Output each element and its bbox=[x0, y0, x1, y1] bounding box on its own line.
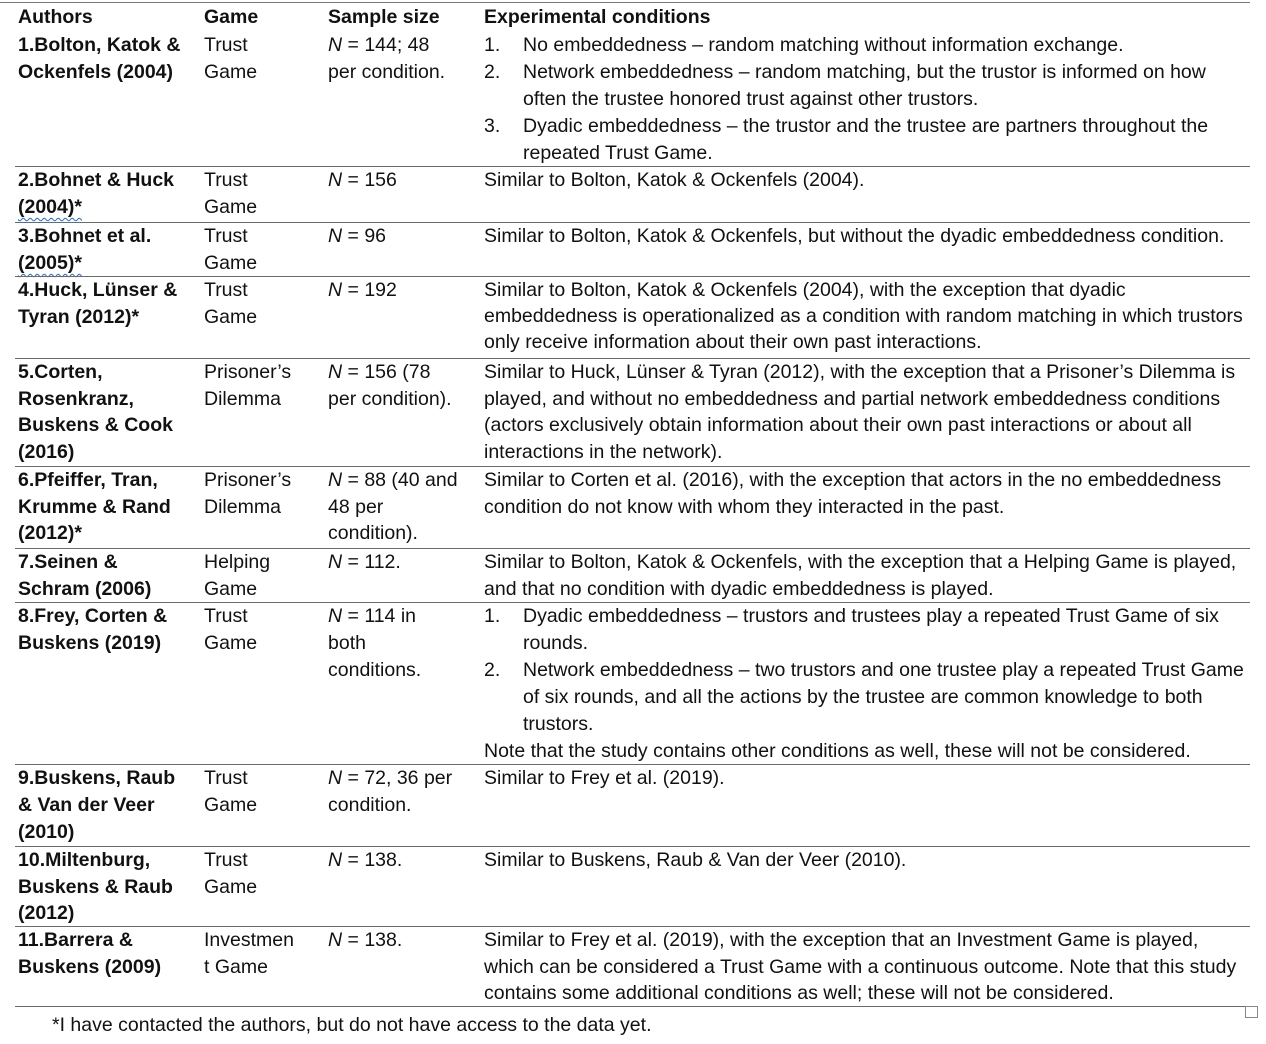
game-line: Prisoner’s bbox=[204, 361, 292, 383]
n-label: N bbox=[328, 361, 343, 383]
authors-line: (2004)* bbox=[18, 196, 82, 218]
game-cell bbox=[204, 32, 324, 86]
authors-line: Tyran (2012)* bbox=[18, 306, 140, 328]
authors-cell bbox=[18, 359, 200, 465]
game-cell bbox=[204, 549, 324, 603]
n-label: N bbox=[328, 849, 343, 871]
sample-value: = 192 bbox=[342, 279, 397, 301]
table-row bbox=[15, 466, 1250, 549]
conditions-list bbox=[484, 603, 1248, 738]
conditions-list-item: 2. Network embeddedness – two trustors and one trustee play a repeated Trust Game of six rounds, and all the actions by the trustee are common knowledge to both trustors. bbox=[484, 659, 1244, 735]
n-label: N bbox=[328, 169, 343, 191]
sample-size-cell bbox=[328, 223, 480, 250]
table-row bbox=[15, 764, 1250, 847]
game-cell bbox=[204, 603, 324, 657]
sample-size-cell bbox=[328, 603, 480, 684]
game-cell bbox=[204, 277, 324, 331]
authors-line: 2.Bohnet & Huck bbox=[18, 169, 175, 191]
sample-value: = 138. bbox=[342, 929, 403, 951]
authors-cell bbox=[18, 223, 200, 277]
table-resize-handle[interactable] bbox=[1245, 1006, 1258, 1018]
table-row bbox=[15, 602, 1250, 765]
game-line: Dilemma bbox=[204, 496, 281, 518]
authors-line: Buskens & Raub bbox=[18, 875, 173, 898]
authors-line: 3.Bohnet et al. bbox=[18, 225, 152, 247]
sample-value: = 112. bbox=[342, 551, 401, 573]
conditions-cell: Similar to Huck, Lünser & Tyran (2012), with the exception that a Prisoner’s Dilemma is played, and without no embeddedness and partial network embeddedness conditions (actors exclusively obtain information about their own past interactions or about all interactions in the network). bbox=[484, 361, 1236, 463]
sample-value: = 88 (40 and bbox=[342, 469, 458, 491]
conditions-list-item: 1. Dyadic embeddedness – trustors and trustees play a repeated Trust Game of six rounds. bbox=[484, 605, 1219, 654]
sample-size-cell bbox=[328, 549, 480, 576]
authors-cell bbox=[18, 32, 200, 86]
conditions-list bbox=[484, 32, 1248, 167]
game-line: Helping bbox=[204, 551, 271, 573]
table-top-rule bbox=[0, 2, 1250, 3]
game-line: Game bbox=[204, 252, 258, 274]
authors-line: Buskens (2009) bbox=[18, 956, 162, 978]
sample-value: condition. bbox=[328, 794, 412, 816]
authors-cell bbox=[18, 277, 200, 331]
authors-cell bbox=[18, 467, 200, 547]
n-label: N bbox=[328, 469, 343, 491]
sample-value: = 72, 36 per bbox=[342, 767, 453, 789]
sample-value: both bbox=[328, 632, 366, 654]
table-bottom-rule bbox=[15, 1006, 1250, 1007]
game-line: Game bbox=[204, 794, 258, 816]
authors-line: 5.Corten, bbox=[18, 361, 103, 383]
game-line: Game bbox=[204, 306, 258, 328]
game-line: Game bbox=[204, 61, 258, 83]
game-cell bbox=[204, 167, 324, 221]
table-row bbox=[15, 32, 1250, 166]
sample-value: = 96 bbox=[342, 225, 387, 247]
table-row bbox=[15, 222, 1250, 277]
sample-size-cell bbox=[328, 167, 480, 194]
sample-value: per condition). bbox=[328, 388, 452, 410]
n-label: N bbox=[328, 34, 343, 56]
game-line: Trust bbox=[204, 225, 248, 247]
game-cell bbox=[204, 467, 324, 521]
conditions-cell: Similar to Corten et al. (2016), with the exception that actors in the no embeddedness condition do not know with whom they interacted in the past. bbox=[484, 469, 1222, 518]
conditions-cell: Similar to Bolton, Katok & Ockenfels, with the exception that a Helping Game is played, and that no condition with dyadic embeddedness is played. bbox=[484, 551, 1237, 600]
sample-value: = 144; 48 bbox=[342, 34, 430, 56]
authors-line: Schram (2006) bbox=[18, 578, 152, 600]
conditions-list-item: 2. Network embeddedness – random matching, but the trustor is informed on how often the trustee honored trust against other trustors. bbox=[484, 61, 1206, 110]
authors-line: (2012) bbox=[18, 902, 75, 924]
authors-line: 6.Pfeiffer, Tran, bbox=[18, 469, 158, 491]
header-experimental-conditions: Experimental conditions bbox=[484, 6, 711, 28]
game-line: Investmen bbox=[204, 929, 294, 951]
conditions-note: Note that the study contains other conditions as well, these will not be considered. bbox=[484, 740, 1191, 762]
sample-size-cell bbox=[328, 847, 480, 874]
game-line: Game bbox=[204, 196, 258, 218]
authors-line: 8.Frey, Corten & bbox=[18, 605, 168, 627]
n-label: N bbox=[328, 605, 343, 627]
conditions-list-item: 3. Dyadic embeddedness – the trustor and the trustee are partners throughout the repeated Trust Game. bbox=[484, 115, 1209, 164]
game-line: Trust bbox=[204, 605, 248, 627]
n-label: N bbox=[328, 279, 343, 301]
game-line: Dilemma bbox=[204, 388, 281, 410]
authors-cell bbox=[18, 927, 200, 981]
n-label: N bbox=[328, 551, 343, 573]
sample-value: 48 per bbox=[328, 495, 384, 518]
sample-value: = 156 (78 bbox=[342, 361, 431, 383]
authors-cell bbox=[18, 603, 200, 657]
authors-line: (2010) bbox=[18, 821, 75, 843]
authors-line: 10.Miltenburg, bbox=[18, 849, 151, 871]
sample-size-cell bbox=[328, 277, 480, 304]
table-row bbox=[15, 276, 1250, 359]
sample-value: per condition. bbox=[328, 61, 446, 83]
game-cell bbox=[204, 927, 324, 981]
table-row bbox=[15, 846, 1250, 927]
table-row bbox=[15, 926, 1250, 1007]
game-line: Game bbox=[204, 578, 258, 600]
authors-cell bbox=[18, 167, 200, 221]
game-cell bbox=[204, 223, 324, 277]
game-line: Trust bbox=[204, 34, 248, 56]
authors-line: Krumme & Rand bbox=[18, 495, 171, 518]
sample-size-cell bbox=[328, 359, 480, 413]
game-cell bbox=[204, 359, 324, 413]
authors-line: 11.Barrera & bbox=[18, 929, 133, 951]
authors-line: 4.Huck, Lünser & bbox=[18, 279, 178, 301]
authors-line: 1.Bolton, Katok & bbox=[18, 34, 181, 56]
footnote: *I have contacted the authors, but do not have access to the data yet. bbox=[52, 1014, 652, 1036]
n-label: N bbox=[328, 225, 343, 247]
game-line: Trust bbox=[204, 279, 248, 301]
authors-cell bbox=[18, 847, 200, 927]
game-cell bbox=[204, 765, 324, 819]
authors-cell bbox=[18, 549, 200, 603]
conditions-cell: Similar to Bolton, Katok & Ockenfels, but without the dyadic embeddedness condition. bbox=[484, 225, 1225, 247]
authors-line: Rosenkranz, bbox=[18, 387, 134, 410]
sample-size-cell bbox=[328, 32, 480, 86]
conditions-cell: Similar to Bolton, Katok & Ockenfels (2004), with the exception that dyadic embeddedness is operationalized as a condition with random matching in which trustors only receive information about their own past interactions. bbox=[484, 279, 1243, 353]
sample-size-cell bbox=[328, 765, 480, 819]
conditions-cell: Similar to Buskens, Raub & Van der Veer (2010). bbox=[484, 849, 907, 871]
authors-line: & Van der Veer bbox=[18, 794, 155, 816]
authors-line: 7.Seinen & bbox=[18, 551, 118, 573]
authors-line: (2005)* bbox=[18, 252, 82, 274]
authors-line: Ockenfels (2004) bbox=[18, 61, 174, 83]
table-row bbox=[15, 548, 1250, 603]
sample-value: = 114 in bbox=[342, 605, 416, 627]
sample-value: condition). bbox=[328, 522, 418, 544]
game-line: Game bbox=[204, 632, 258, 654]
table-row bbox=[15, 166, 1250, 223]
conditions-cell bbox=[484, 603, 1248, 765]
conditions-cell bbox=[484, 32, 1248, 167]
sample-size-cell bbox=[328, 467, 480, 547]
authors-cell bbox=[18, 765, 200, 846]
game-line: Game bbox=[204, 876, 258, 898]
game-line: Trust bbox=[204, 767, 248, 789]
n-label: N bbox=[328, 767, 343, 789]
header-sample-size: Sample size bbox=[328, 6, 440, 28]
game-line: Trust bbox=[204, 169, 248, 191]
authors-line: (2012)* bbox=[18, 522, 82, 544]
game-line: t Game bbox=[204, 956, 268, 978]
authors-line: (2016) bbox=[18, 440, 75, 463]
conditions-cell: Similar to Frey et al. (2019). bbox=[484, 767, 725, 789]
sample-value: conditions. bbox=[328, 659, 422, 681]
sample-value: = 138. bbox=[342, 849, 403, 871]
authors-line: Buskens (2019) bbox=[18, 632, 162, 654]
game-cell bbox=[204, 847, 324, 901]
authors-line: Buskens & Cook bbox=[18, 414, 173, 436]
header-authors: Authors bbox=[18, 6, 93, 28]
authors-line: 9.Buskens, Raub bbox=[18, 767, 176, 789]
table-row bbox=[15, 358, 1250, 467]
header-game: Game bbox=[204, 6, 259, 28]
game-line: Trust bbox=[204, 849, 248, 871]
sample-value: = 156 bbox=[342, 169, 397, 191]
table-header-row bbox=[15, 4, 1250, 30]
game-line: Prisoner’s bbox=[204, 469, 292, 491]
conditions-cell: Similar to Bolton, Katok & Ockenfels (2004). bbox=[484, 169, 865, 191]
n-label: N bbox=[328, 929, 343, 951]
conditions-cell: Similar to Frey et al. (2019), with the exception that an Investment Game is played, which can be considered a Trust Game with a continuous outcome. Note that this study contains some additional conditions as well; these will not be considered. bbox=[484, 929, 1237, 1004]
conditions-list-item: 1. No embeddedness – random matching without information exchange. bbox=[484, 34, 1124, 56]
sample-size-cell bbox=[328, 927, 480, 954]
